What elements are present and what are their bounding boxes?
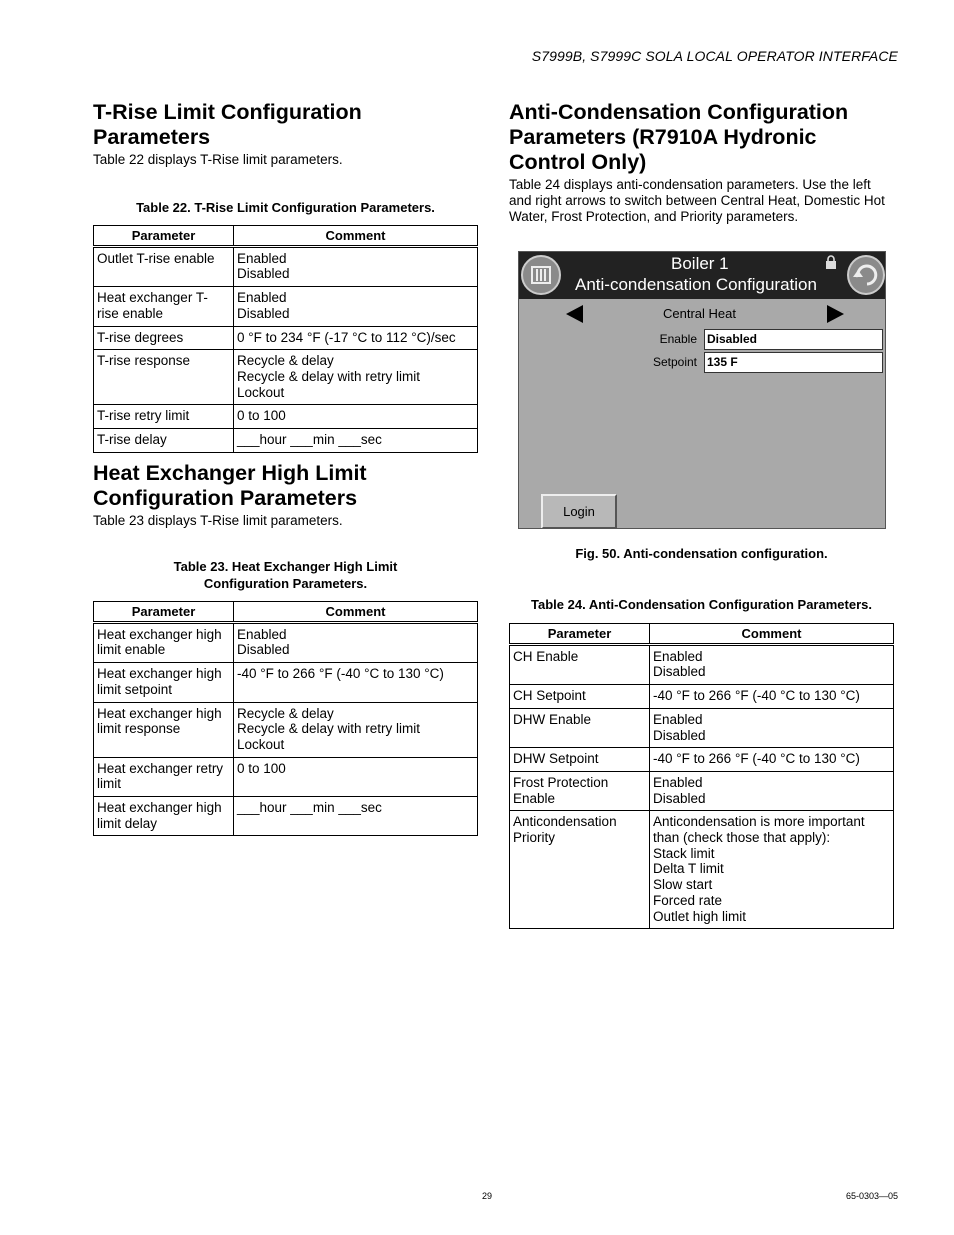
col-header-parameter: Parameter xyxy=(94,602,234,623)
comment-text: 0 to 100 xyxy=(237,760,286,776)
parameter-text: Heat exchanger high xyxy=(97,705,222,721)
comment-cell xyxy=(234,797,478,836)
table-row xyxy=(94,405,478,429)
parameter-text: limit response xyxy=(97,721,181,737)
comment-cell xyxy=(650,748,894,772)
back-icon[interactable] xyxy=(847,255,885,295)
comment-cell xyxy=(650,708,894,747)
comment-cell xyxy=(234,326,478,350)
hxhl-heading: Heat Exchanger High Limit Configuration Parameters xyxy=(93,461,367,510)
comment-cell xyxy=(234,405,478,429)
table-row xyxy=(510,685,894,709)
comment-cell xyxy=(234,287,478,326)
comment-text: than (check those that apply): xyxy=(653,830,831,846)
table-row xyxy=(94,429,478,453)
hxhl-intro: Table 23 displays T-Rise limit parameters. xyxy=(93,513,343,528)
parameter-cell xyxy=(94,326,234,350)
table24 xyxy=(509,623,894,929)
anticond-screen xyxy=(518,251,886,529)
parameter-text: T-rise delay xyxy=(97,432,167,448)
parameter-text: limit xyxy=(97,776,121,792)
table-row xyxy=(94,350,478,405)
parameter-cell xyxy=(510,811,650,929)
comment-cell xyxy=(234,757,478,796)
parameter-text: CH Setpoint xyxy=(513,688,586,704)
table-row xyxy=(94,663,478,702)
table-row xyxy=(94,287,478,326)
comment-text: Lockout xyxy=(237,384,285,400)
comment-text: Recycle & delay with retry limit xyxy=(237,721,421,737)
parameter-text: limit enable xyxy=(97,642,166,658)
parameter-text: Anticondensation xyxy=(513,814,617,830)
comment-text: Disabled xyxy=(653,664,706,680)
parameter-text: limit delay xyxy=(97,815,158,831)
comment-text: Delta T limit xyxy=(653,861,724,877)
parameter-text: Frost Protection xyxy=(513,774,609,790)
comment-text: 0 °F to 234 °F (-17 °C to 112 °C)/sec xyxy=(237,329,456,345)
table-row xyxy=(94,702,478,757)
col-header-comment: Comment xyxy=(650,624,894,645)
parameter-text: Priority xyxy=(513,830,556,846)
comment-text: ___hour ___min ___sec xyxy=(237,432,382,448)
screen-section-label: Central Heat xyxy=(663,306,736,321)
parameter-text: Outlet T-rise enable xyxy=(97,250,215,266)
anticond-heading: Anti-Condensation Configuration Parameters (R7910A Hydronic Control Only) xyxy=(509,100,849,174)
parameter-cell xyxy=(510,771,650,810)
comment-text: Disabled xyxy=(237,642,290,658)
table22-caption: Table 22. T-Rise Limit Configuration Parameters. xyxy=(136,200,435,215)
trise-intro: Table 22 displays T-Rise limit parameters. xyxy=(93,152,343,167)
comment-text: Anticondensation is more important xyxy=(653,814,865,830)
comment-cell xyxy=(234,429,478,453)
comment-text: Recycle & delay xyxy=(237,353,334,369)
login-button[interactable]: Login xyxy=(541,494,617,529)
comment-text: Recycle & delay with retry limit xyxy=(237,368,421,384)
table-row xyxy=(94,797,478,836)
enable-field[interactable]: Disabled xyxy=(704,329,883,350)
comment-text: -40 °F to 266 °F (-40 °C to 130 °C) xyxy=(237,666,444,682)
parameter-cell xyxy=(510,685,650,709)
comment-text: Disabled xyxy=(653,727,706,743)
parameter-text: limit setpoint xyxy=(97,681,173,697)
doc-number: 65-0303—05 xyxy=(845,1191,898,1201)
parameter-cell xyxy=(510,644,650,684)
col-header-comment: Comment xyxy=(234,602,478,623)
running-header: S7999B, S7999C SOLA LOCAL OPERATOR INTERFACE xyxy=(531,48,898,64)
comment-text: Enabled xyxy=(653,774,703,790)
parameter-text: T-rise retry limit xyxy=(97,408,190,424)
parameter-text: Enable xyxy=(513,790,556,806)
screen-titlebar xyxy=(519,252,885,299)
comment-text: Slow start xyxy=(653,877,713,893)
parameter-text: Heat exchanger T- xyxy=(97,290,208,306)
comment-text: Disabled xyxy=(237,305,290,321)
comment-text: Enabled xyxy=(237,626,287,642)
parameter-cell xyxy=(94,663,234,702)
parameter-text: DHW Enable xyxy=(513,711,592,727)
setpoint-label: Setpoint xyxy=(652,355,697,369)
comment-cell xyxy=(650,685,894,709)
parameter-text: Heat exchanger high xyxy=(97,626,222,642)
hxhl-section xyxy=(93,461,478,529)
comment-text: Recycle & delay xyxy=(237,705,334,721)
comment-text: Outlet high limit xyxy=(653,908,747,924)
comment-cell xyxy=(234,622,478,662)
parameter-text: T-rise response xyxy=(97,353,191,369)
trise-section xyxy=(93,100,478,168)
screen-subtitle: Anti-condensation Configuration xyxy=(575,275,817,294)
table23-caption: Table 23. Heat Exchanger High Limit Configuration Parameters. xyxy=(173,559,398,591)
comment-text: Stack limit xyxy=(653,845,715,861)
table-row xyxy=(510,748,894,772)
trise-heading: T-Rise Limit Configuration Parameters xyxy=(93,100,362,149)
parameter-text: T-rise degrees xyxy=(97,329,184,345)
lock-icon xyxy=(825,255,837,269)
comment-cell xyxy=(650,771,894,810)
screen-title: Boiler 1 xyxy=(671,254,729,273)
table-row xyxy=(94,622,478,662)
comment-text: -40 °F to 266 °F (-40 °C to 130 °C) xyxy=(653,688,860,704)
parameter-text: Heat exchanger high xyxy=(97,800,222,816)
parameter-cell xyxy=(94,405,234,429)
comment-text: Enabled xyxy=(653,711,703,727)
comment-text: Forced rate xyxy=(653,892,723,908)
setpoint-field[interactable]: 135 F xyxy=(704,352,883,373)
parameter-cell xyxy=(94,797,234,836)
right-arrow-icon[interactable] xyxy=(825,304,845,324)
parameter-cell xyxy=(94,622,234,662)
parameter-text: CH Enable xyxy=(513,648,579,664)
parameter-text: Heat exchanger retry xyxy=(97,760,224,776)
comment-text: Lockout xyxy=(237,736,285,752)
comment-text: -40 °F to 266 °F (-40 °C to 130 °C) xyxy=(653,751,860,767)
parameter-cell xyxy=(94,702,234,757)
anticond-intro: Table 24 displays anti-condensation parameters. Use the left and right arrows to switch between Central Heat, Domestic Hot Water, Frost Protection, and Priority parameters. xyxy=(509,177,885,224)
col-header-comment: Comment xyxy=(234,226,478,247)
table-row xyxy=(94,246,478,286)
table-row xyxy=(510,644,894,684)
parameter-text: DHW Setpoint xyxy=(513,751,599,767)
comment-text: ___hour ___min ___sec xyxy=(237,800,382,816)
table-row xyxy=(510,811,894,929)
home-icon[interactable] xyxy=(521,255,561,295)
page-number: 29 xyxy=(482,1191,493,1201)
parameter-text: rise enable xyxy=(97,305,164,321)
col-header-parameter: Parameter xyxy=(510,624,650,645)
enable-label: Enable xyxy=(659,332,697,346)
table-row xyxy=(94,757,478,796)
parameter-cell xyxy=(94,246,234,286)
parameter-text: Heat exchanger high xyxy=(97,666,222,682)
left-arrow-icon[interactable] xyxy=(565,304,585,324)
table24-caption: Table 24. Anti-Condensation Configuration Parameters. xyxy=(531,597,872,612)
fig50-caption: Fig. 50. Anti-condensation configuration. xyxy=(575,546,828,561)
comment-text: Enabled xyxy=(237,250,287,266)
col-header-parameter: Parameter xyxy=(94,226,234,247)
comment-text: Disabled xyxy=(237,266,290,282)
comment-cell xyxy=(234,663,478,702)
parameter-cell xyxy=(94,350,234,405)
comment-text: Enabled xyxy=(237,290,287,306)
table22 xyxy=(93,225,478,453)
comment-cell xyxy=(234,246,478,286)
comment-cell xyxy=(234,702,478,757)
anticond-section xyxy=(509,100,894,225)
parameter-cell xyxy=(510,748,650,772)
table23 xyxy=(93,601,478,836)
parameter-cell xyxy=(510,708,650,747)
comment-cell xyxy=(650,811,894,929)
comment-text: Enabled xyxy=(653,648,703,664)
comment-cell xyxy=(234,350,478,405)
table-row xyxy=(510,771,894,810)
comment-cell xyxy=(650,644,894,684)
parameter-cell xyxy=(94,429,234,453)
parameter-cell xyxy=(94,287,234,326)
table-row xyxy=(94,326,478,350)
parameter-cell xyxy=(94,757,234,796)
table-row xyxy=(510,708,894,747)
comment-text: 0 to 100 xyxy=(237,408,286,424)
comment-text: Disabled xyxy=(653,790,706,806)
